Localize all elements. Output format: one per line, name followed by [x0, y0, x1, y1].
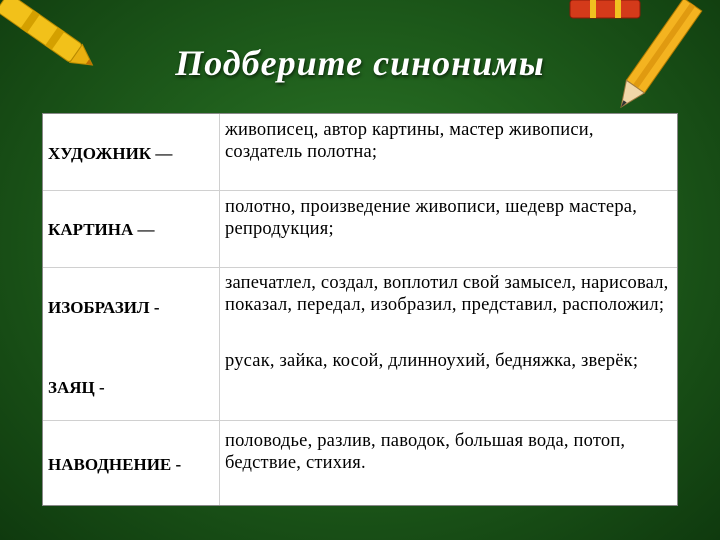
word-label: ИЗОБРАЗИЛ -: [48, 298, 160, 317]
word-label: НАВОДНЕНИЕ -: [48, 455, 182, 474]
row-divider: [43, 267, 677, 268]
row-divider: [43, 190, 677, 191]
synonyms-table: [42, 113, 678, 506]
row-divider: [43, 420, 677, 421]
word-label: КАРТИНА —: [48, 220, 155, 239]
synonyms-text: живописец, автор картины, мастер живописи, создатель полотна;: [225, 120, 594, 162]
synonyms-text: половодье, разлив, паводок, большая вода, потоп, бедствие, стихия.: [225, 431, 626, 473]
synonyms-text: запечатлел, создал, воплотил свой замысел, нарисовал, показал, передал, изобразил, представил, расположил;: [225, 273, 669, 315]
synonyms-text: русак, зайка, косой, длинноухий, бедняжка, зверёк;: [225, 351, 639, 371]
synonyms-text: полотно, произведение живописи, шедевр мастера, репродукция;: [225, 197, 638, 239]
column-divider: [219, 114, 220, 505]
word-label: ЗАЯЦ -: [48, 378, 105, 397]
word-label: ХУДОЖНИК —: [48, 144, 173, 163]
page-title: Подберите синонимы: [175, 43, 545, 83]
